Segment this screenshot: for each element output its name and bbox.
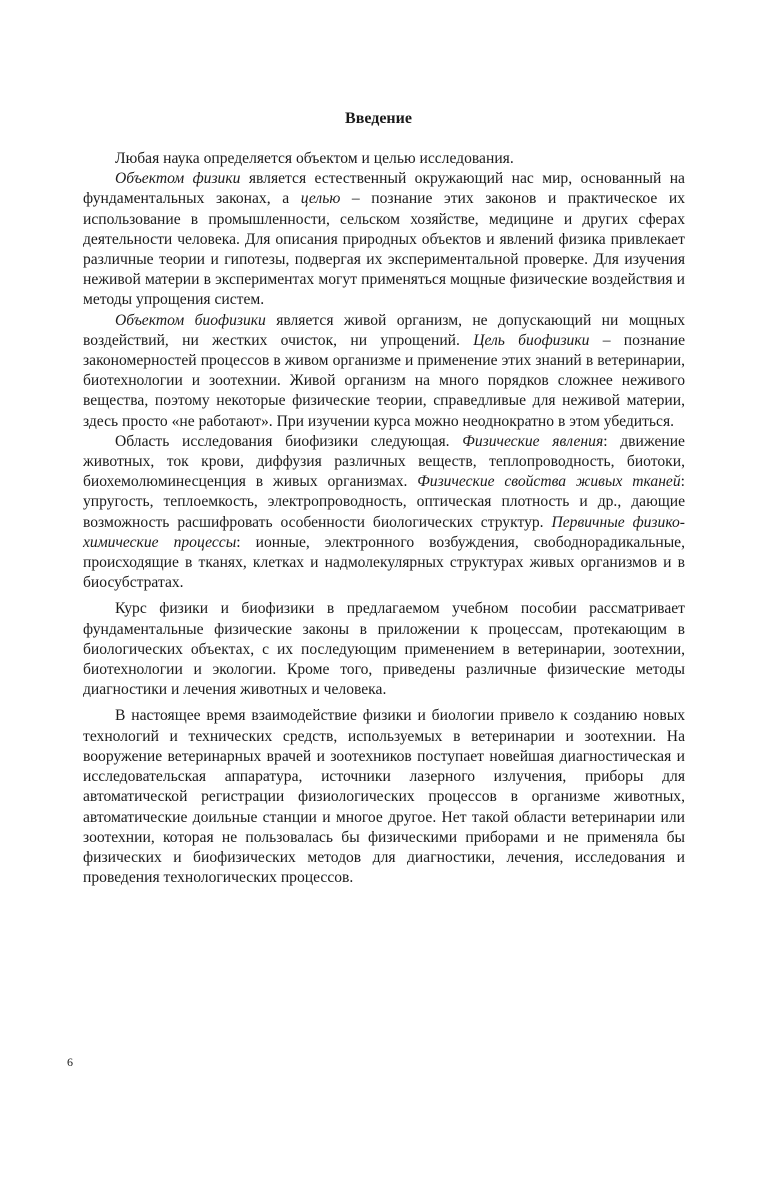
paragraph (83, 432, 685, 594)
italic-term: Объектом биофизики (115, 311, 266, 329)
text-run: – познание этих законов и практическое их использование в промышленности, сельском хозяйстве, медицине и других сферах деятельности человека. Для описания природных объектов и явлений физика привлекает различные теории и гипотезы, подвергая их экспериментальной проверке. Для изучения неживой материи в экспериментах могут применяться мощные физические воздействия и методы упрощения систем. (83, 190, 685, 309)
text-run: : ионные, электронного возбуждения, свободнорадикальные, происходящие в тканях, клетках и надмолекулярных структурах живых организмов и в биосубстратах. (83, 533, 685, 592)
italic-term: Физические свойства живых тканей (417, 473, 681, 491)
paragraph (83, 149, 685, 169)
page-number: 6 (67, 1055, 73, 1069)
text-run: В настоящее время взаимодействие физики и биологии привело к созданию новых технологий и технических средств, используемых в ветеринарии и зоотехнии. На вооружение ветеринарных врачей и зоотехников поступает новейшая диагностическая и исследовательская аппаратура, источники лазерного излучения, приборы для автоматической регистрации физиологических процессов в организме животных, автоматические доильные станции и многое другое. Нет такой области ветеринарии или зоотехнии, которая не пользовалась бы физическими приборами и не применяла бы физических и биофизических методов для диагностики, лечения, исследования и проведения технологических процессов. (83, 707, 685, 887)
text-run: является живой организм, не допускающий ни мощных воздействий, ни жестких очисток, ни упрощений. (83, 311, 685, 349)
paragraph (83, 311, 685, 432)
italic-term: Объектом физики (115, 170, 241, 188)
italic-term: целью (300, 190, 341, 208)
text-run: Область исследования биофизики следующая. (115, 432, 463, 450)
text-run: – познание закономерностей процессов в живом организме и применение этих знаний в ветеринарии, биотехнологии и зоотехнии. Живой организм на много порядков сложнее неживого вещества, поэтому некоторые физические теории, справедливые для неживой материи, здесь просто «не работают». При изучении курса можно неоднократно в этом убедиться. (83, 331, 685, 430)
text-run: Любая наука определяется объектом и целью исследования. (115, 150, 514, 167)
page-title: Введение (345, 110, 412, 127)
paragraph (83, 169, 685, 310)
body-text (83, 149, 685, 888)
paragraph (83, 599, 685, 700)
text-run: : движение животных, ток крови, диффузия различных веществ, теплопроводность, биотоки, биохемолюминесценция в живых организмах. (83, 432, 685, 491)
paragraph (83, 706, 685, 888)
italic-term: Цель биофизики (473, 331, 590, 349)
text-run: Курс физики и биофизики в предлагаемом учебном пособии рассматривает фундаментальные физические законы в приложении к процессам, протекающим в биологических объектах, с их последующим применением в ветеринарии, зоотехнии, биотехнологии и экологии. Кроме того, приведены различные физические методы диагностики и лечения животных и человека. (83, 600, 685, 699)
text-run: является естественный окружающий нас мир, основанный на фундаментальных законах, а (83, 170, 685, 208)
text-run: : упругость, теплоемкость, электропроводность, оптическая плотность и др., дающие возможность расшифровать особенности биологических структур. (83, 473, 685, 531)
italic-term: Физические явления (462, 432, 604, 450)
italic-term: Первичные физико-химические процессы (83, 513, 686, 551)
